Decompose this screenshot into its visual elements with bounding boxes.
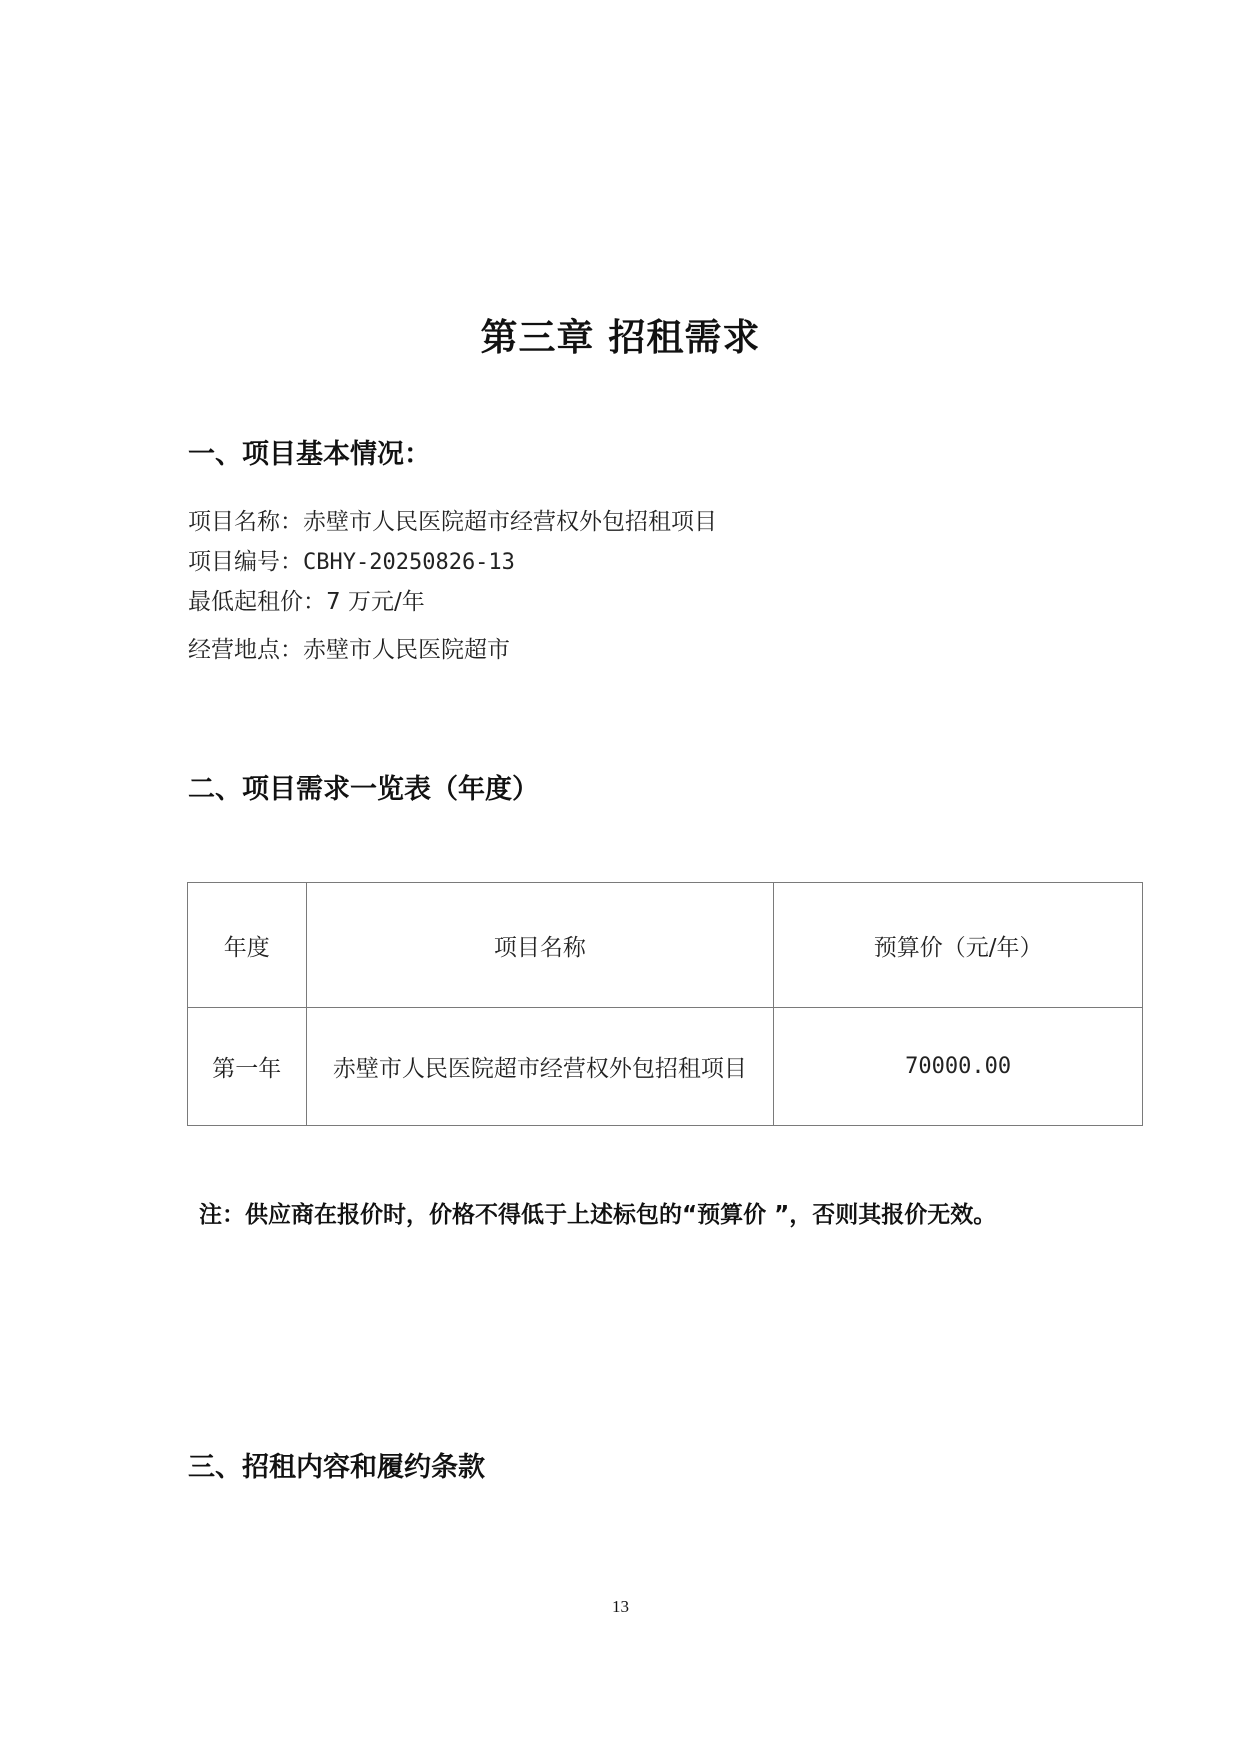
header-budget-price: 预算价（元/年） [774, 883, 1143, 1008]
project-code-label: 项目编号： [188, 549, 303, 575]
project-code-value: CBHY-20250826-13 [303, 550, 515, 575]
location-label: 经营地点： [188, 637, 303, 663]
page-number: 13 [612, 1597, 629, 1616]
project-code-line [188, 543, 515, 576]
header-year: 年度 [188, 883, 307, 1008]
chapter-title: 第三章 招租需求 [480, 316, 761, 359]
requirements-table [187, 882, 1143, 1126]
header-project-name: 项目名称 [306, 883, 774, 1008]
min-price-line [188, 583, 425, 616]
table-header-row [188, 883, 1143, 1008]
cell-project-name: 赤壁市人民医院超市经营权外包招租项目 [306, 1008, 774, 1126]
cell-budget-price: 70000.00 [774, 1008, 1143, 1126]
project-name-line [188, 503, 717, 536]
project-name-label: 项目名称： [188, 509, 303, 535]
section-heading-terms: 三、招租内容和履约条款 [188, 1452, 485, 1483]
table-row [188, 1008, 1143, 1126]
price-note: 注：供应商在报价时，价格不得低于上述标包的“预算价 ”，否则其报价无效。 [199, 1202, 997, 1228]
min-price-value: 7 万元/年 [326, 589, 425, 615]
location-value: 赤壁市人民医院超市 [303, 637, 510, 663]
section-heading-requirements: 二、项目需求一览表（年度） [188, 774, 539, 805]
section-heading-basic-info: 一、项目基本情况： [188, 439, 431, 470]
cell-year: 第一年 [188, 1008, 307, 1126]
location-line [188, 631, 510, 664]
min-price-label: 最低起租价： [188, 589, 326, 615]
project-name-value: 赤壁市人民医院超市经营权外包招租项目 [303, 509, 717, 535]
